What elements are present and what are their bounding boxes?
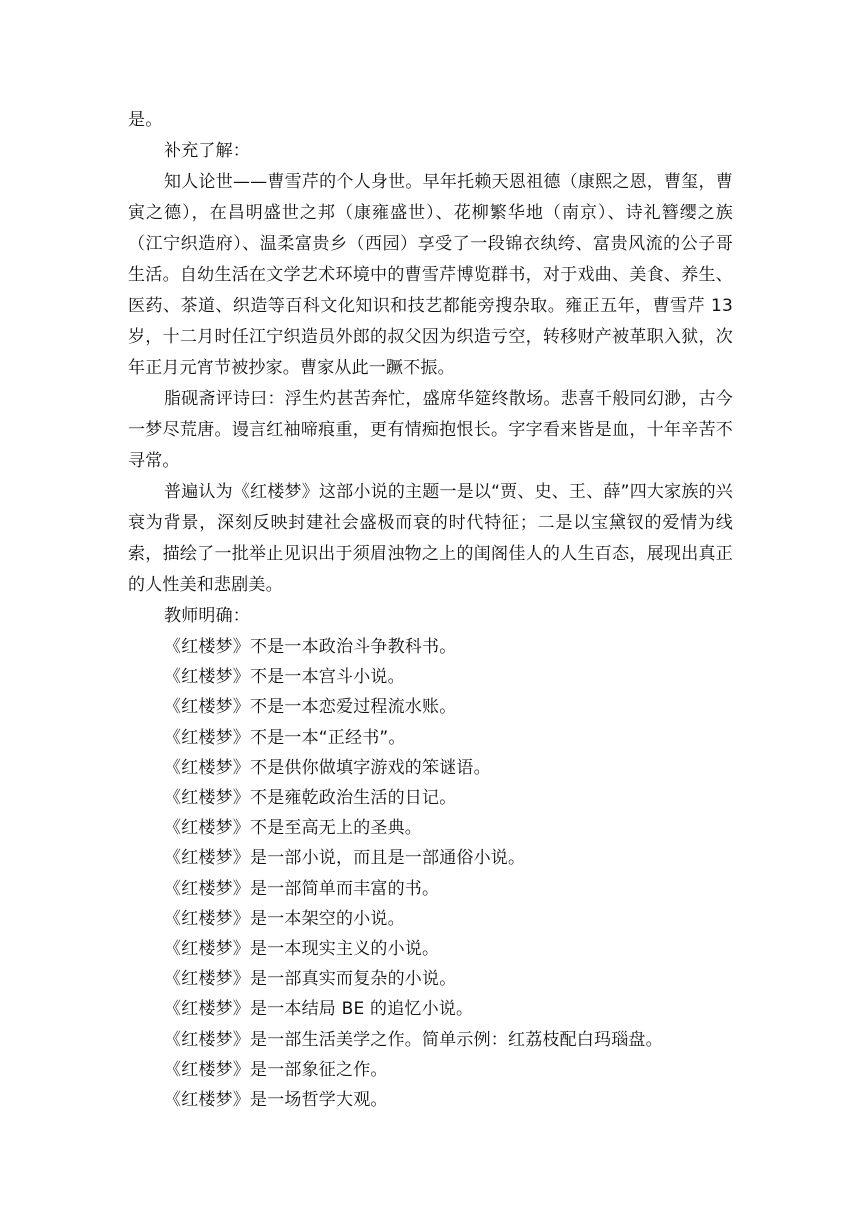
list-item: 《红楼梦》不是一本宫斗小说。 [164, 667, 405, 688]
heading-teacher-clarification: 教师明确： [164, 606, 250, 626]
list-item: 《红楼梦》不是供你做填字游戏的笨谜语。 [164, 757, 491, 778]
list-item: 《红楼梦》是一本现实主义的小说。 [164, 939, 440, 960]
list-item: 《红楼梦》是一本架空的小说。 [164, 908, 405, 929]
paragraph-author-biography: 知人论世——曹雪芹的个人身世。早年托赖天恩祖德（康熙之恩，曹玺，曹寅之德），在昌明盛世之邦（康雍盛世）、花柳繁华地（南京）、诗礼簪缨之族（江宁织造府）、温柔富贵乡（西园）享受了一段锦衣纨绔、富贵风流的公子哥生活。自幼生活在文学艺术环境中的曹雪芹博览群书，对于戏曲、美食、养生、医药、茶道、织造等百科文化知识和技艺都能旁搜杂取。雍正五年，曹雪芹 13 岁，十二月时任江宁织造员外郎的叔父因为织造亏空，转移财产被革职入狱，次年正月元宵节被抄家。曹家从此一蹶不振。 [128, 172, 733, 378]
paragraph-zhiyanzhai-poem: 脂砚斋评诗曰：浮生灼甚苦奔忙，盛席华筵终散场。悲喜千般同幻渺，古今一梦尽荒唐。谩言红袖啼痕重，更有情痴抱恨长。字字看来皆是血，十年辛苦不寻常。 [128, 389, 733, 471]
list-item: 《红楼梦》是一部象征之作。 [164, 1059, 388, 1080]
list-item: 《红楼梦》不是一本恋爱过程流水账。 [164, 697, 457, 718]
list-item: 《红楼梦》不是至高无上的圣典。 [164, 818, 422, 839]
heading-supplementary: 补充了解： [164, 141, 250, 161]
list-item: 《红楼梦》是一部小说，而且是一部通俗小说。 [164, 848, 526, 869]
list-item: 《红楼梦》不是一本“正经书”。 [164, 727, 406, 748]
list-item: 《红楼梦》是一部简单而丰富的书。 [164, 878, 440, 899]
document-page [128, 105, 733, 1115]
list-item: 《红楼梦》是一部真实而复杂的小说。 [164, 969, 457, 990]
paragraph-theme: 普遍认为《红楼梦》这部小说的主题一是以“贾、史、王、薛”四大家族的兴衰为背景，深刻反映封建社会盛极而衰的时代特征；二是以宝黛钗的爱情为线索，描绘了一批举止见识出于须眉浊物之上的闺阁佳人的人生百态，展现出真正的人性美和悲剧美。 [128, 482, 733, 595]
paragraph-continuation: 是。 [128, 110, 163, 130]
list-item: 《红楼梦》不是一本政治斗争教科书。 [164, 637, 457, 657]
statement-list [128, 632, 733, 1115]
list-item: 《红楼梦》不是雍乾政治生活的日记。 [164, 788, 457, 809]
list-item: 《红楼梦》是一本结局 BE 的追忆小说。 [164, 999, 474, 1020]
list-item: 《红楼梦》是一场哲学大观。 [164, 1090, 388, 1111]
list-item: 《红楼梦》是一部生活美学之作。简单示例：红荔枝配白玛瑙盘。 [164, 1029, 663, 1050]
